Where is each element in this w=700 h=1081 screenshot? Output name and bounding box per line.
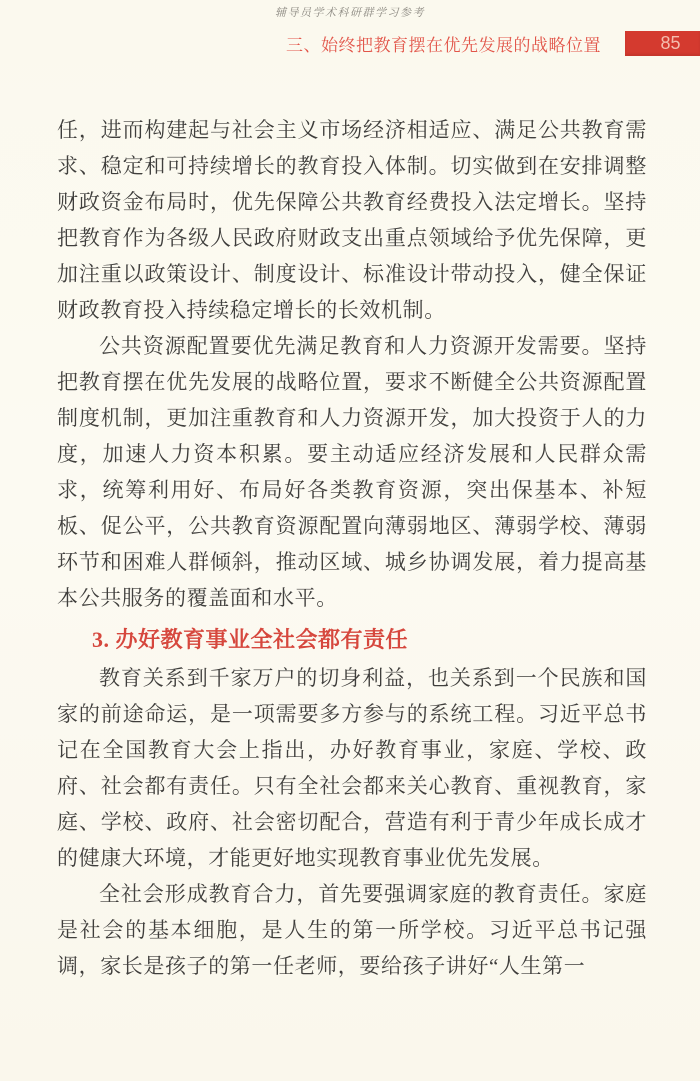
page-number-badge <box>625 31 700 56</box>
page-number: 85 <box>660 33 681 53</box>
header-watermark: 辅导员学术科研群学习参考 <box>275 7 425 19</box>
section-heading: 3. 办好教育事业全社会都有责任 <box>92 627 409 652</box>
paragraph-whole-society: 教育关系到千家万户的切身利益，也关系到一个民族和国家的前途命运，是一项需要多方参与的系统工程。习近平总书记在全国教育大会上指出，办好教育事业，家庭、学校、政府、社会都有责任。只有全社会都来关心教育、重视教育，家庭、学校、政府、社会密切配合，营造有利于青少年成长成才的健康大环境，才能更好地实现教育事业优先发展。 <box>57 666 647 870</box>
running-header <box>0 31 700 56</box>
chapter-title: 三、始终把教育摆在优先发展的战略位置 <box>286 36 601 55</box>
page-body <box>57 112 647 984</box>
paragraph-funding-continuation: 任，进而构建起与社会主义市场经济相适应、满足公共教育需求、稳定和可持续增长的教育投入体制。切实做到在安排调整财政资金布局时，优先保障公共教育经费投入法定增长。坚持把教育作为各级人民政府财政支出重点领域给予优先保障，更加注重以政策设计、制度设计、标准设计带动投入，健全保证财政教育投入持续稳定增长的长效机制。 <box>57 118 647 322</box>
paragraph-public-resources: 公共资源配置要优先满足教育和人力资源开发需要。坚持把教育摆在优先发展的战略位置，要求不断健全公共资源配置制度机制，更加注重教育和人力资源开发，加大投资于人的力度，加速人力资本积累。要主动适应经济发展和人民群众需求，统筹利用好、布局好各类教育资源，突出保基本、补短板、促公平，公共教育资源配置向薄弱地区、薄弱学校、薄弱环节和困难人群倾斜，推动区域、城乡协调发展，着力提高基本公共服务的覆盖面和水平。 <box>57 334 647 610</box>
paragraph-family-education: 全社会形成教育合力，首先要强调家庭的教育责任。家庭是社会的基本细胞，是人生的第一所学校。习近平总书记强调，家长是孩子的第一任老师，要给孩子讲好“人生第一 <box>57 882 647 978</box>
